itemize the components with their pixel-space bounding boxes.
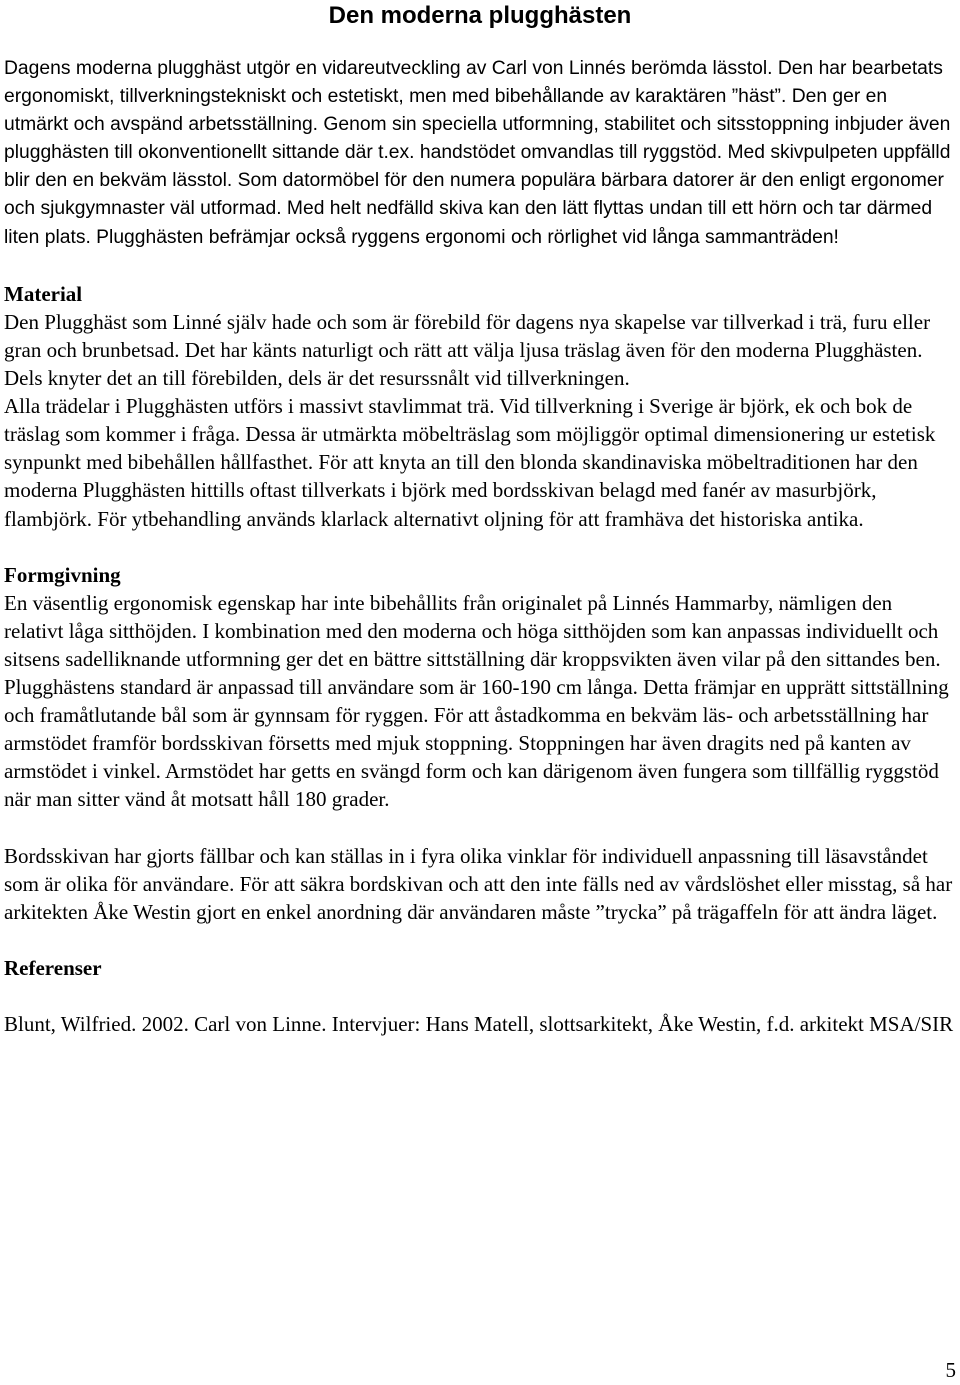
material-heading: Material	[4, 281, 83, 306]
section-spacer	[4, 814, 956, 842]
page-number: 5	[945, 1358, 956, 1382]
document-page	[4, 0, 956, 1038]
material-paragraph-1: Den Plugghäst som Linné själv hade och som är förebild för dagens nya skapelse var tillverkad i trä, furu eller gran och brunbetsad. Det har känts naturligt och rätt att välja ljusa träslag även för den moderna Plugghästen. Dels knyter det an till förebilden, dels är det resurssnålt vid tillverkningen.	[4, 309, 931, 391]
section-spacer	[4, 982, 956, 1010]
formgivning-paragraph-2: Bordsskivan har gjorts fällbar och kan ställas in i fyra olika vinklar för individuell anpassning till läsavståndet som är olika för användare. För att säkra bordskivan och att den inte fälls ned av vårdslöshet eller misstag, så har arkitekten Åke Westin gjort en enkel anordning där användaren måste ”trycka” på trägaffeln för att ändra läget.	[4, 843, 953, 924]
section-spacer	[4, 926, 956, 954]
reference-entry: Blunt, Wilfried. 2002. Carl von Linne. Intervjuer: Hans Matell, slottsarkitekt, Åke Westin, f.d. arkitekt MSA/SIR	[4, 1012, 954, 1037]
section-spacer	[4, 252, 956, 280]
section-spacer	[4, 533, 956, 561]
material-paragraph-2: Alla trädelar i Plugghästen utförs i massivt stavlimmat trä. Vid tillverkning i Sverige är björk, ek och bok de träslag som kommer i fråga. Dessa är utmärkta möbelträslag som möjliggör optimal dimensionering ur estetisk synpunkt med bibehållen hållfasthet. För att knyta an till den blonda skandinaviska möbeltraditionen har den moderna Plugghästen hittills oftast tillverkats i björk med bordsskivan belagd med fanér av masurbjörk, flambjörk. För ytbehandling används klarlack alternativt oljning för att framhäva det historiska antika.	[4, 394, 936, 531]
formgivning-heading: Formgivning	[4, 562, 121, 587]
referenser-heading: Referenser	[4, 956, 102, 980]
formgivning-paragraph-1: En väsentlig ergonomisk egenskap har inte bibehållits från originalet på Linnés Hammarby, nämligen den relativt låga sitthöjden. I kombination med den moderna och höga sitthöjden som kan anpassas individuellt och sitsens sadelliknande utformning ger det en bättre sittställning där kroppsvikten även vilar på den sittandes ben. Plugghästens standard är anpassad till användare som är 160-190 cm långa. Detta främjar en upprätt sittställning och framåtlutande bål som är gynnsam för ryggen. För att åstadkomma en bekväm läs- och arbetsställning har armstödet framför bordsskivan försetts med mjuk stoppning. Stoppningen har även dragits ned på kanten av armstödet i vinkel. Armstödet har getts en svängd form och kan därigenom även fungera som tillfällig ryggstöd när man sitter vänd åt motsatt håll 180 grader.	[4, 590, 949, 812]
intro-paragraph: Dagens moderna plugghäst utgör en vidareutveckling av Carl von Linnés berömda lässtol. Den har bearbetats ergonomiskt, tillverkningstekniskt och estetiskt, men med bibehållande av karaktären ”häst”. Den ger en utmärkt och avspänd arbetsställning. Genom sin speciella utformning, stabilitet och sitsstoppning inbjuder även plugghästen till okonventionellt sittande där t.ex. handstödet omvandlas till ryggstöd. Med skivpulpeten uppfälld blir den en bekväm lässtol. Som datormöbel för den numera populära bärbara datorer är den enligt ergonomer och sjukgymnaster väl utformad. Med helt nedfälld skiva kan den lätt flyttas undan till ett hörn och tar därmed liten plats. Plugghästen befrämjar också ryggens ergonomi och rörlighet vid långa sammanträden!	[4, 58, 951, 248]
document-title: Den moderna plugghästen	[328, 2, 632, 29]
